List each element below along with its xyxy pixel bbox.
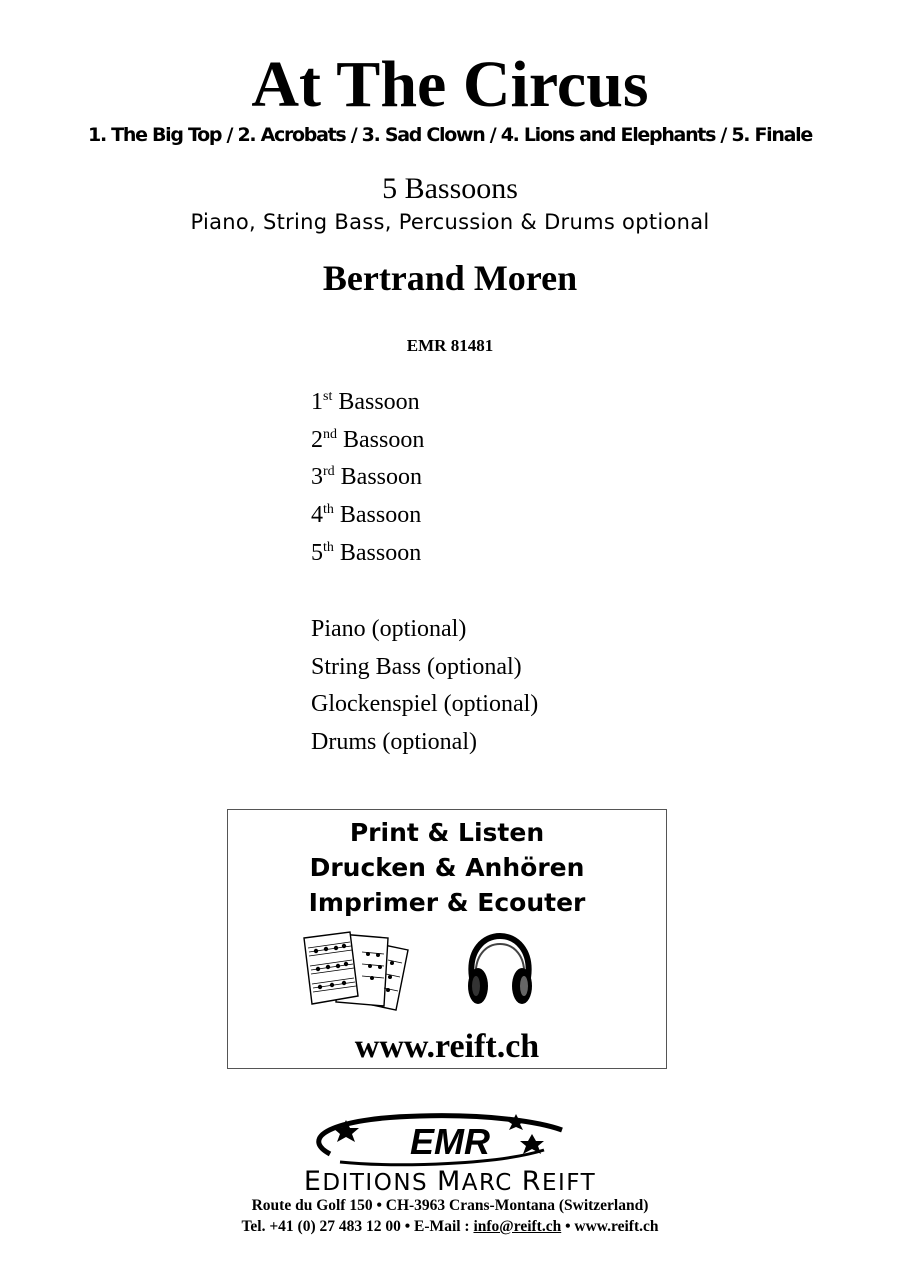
optional-part-item: Piano (optional): [311, 616, 467, 642]
publisher-name: EDITIONS MARC REIFT: [303, 1166, 597, 1197]
catalog-number: EMR 81481: [406, 336, 494, 355]
headphones-icon: [464, 932, 536, 1010]
email-link[interactable]: info@reift.ch: [473, 1218, 562, 1235]
emr-logo-text: EMR: [410, 1121, 490, 1162]
parts-list: [311, 384, 424, 572]
optional-parts-list: [311, 611, 538, 762]
emr-logo: [300, 1108, 600, 1168]
part-item: 2nd Bassoon: [311, 426, 425, 453]
print-listen-box: [227, 809, 667, 1069]
optional-part-item: Drums (optional): [311, 729, 477, 756]
movements-subtitle: 1. The Big Top / 2. Acrobats / 3. Sad Clown / 4. Lions and Elephants / 5. Finale: [88, 124, 812, 146]
sheet-music-icon: [300, 930, 410, 1012]
optional-part-item: String Bass (optional): [311, 653, 522, 680]
promo-line-english: Print & Listen: [349, 818, 545, 847]
part-item: 4th Bassoon: [311, 502, 422, 529]
optional-part-item: Glockenspiel (optional): [311, 691, 539, 718]
ensemble-label: 5 Bassoons: [382, 172, 518, 205]
promo-line-german: Drucken & Anhören: [309, 853, 585, 882]
part-item: 1st Bassoon: [311, 389, 420, 415]
composer-name: Bertrand Moren: [322, 258, 578, 298]
page-title: At The Circus: [251, 48, 649, 121]
part-item: 5th Bassoon: [311, 539, 422, 566]
publisher-address: Route du Golf 150 • CH-3963 Crans-Montana (Switzerland): [251, 1197, 649, 1214]
optional-instruments-label: Piano, String Bass, Percussion & Drums optional: [190, 210, 710, 234]
part-item: 3rd Bassoon: [311, 464, 423, 491]
website-link[interactable]: www.reift.ch: [354, 1028, 540, 1065]
publisher-contact: Tel. +41 (0) 27 483 12 00 • E-Mail : info@reift.ch • www.reift.ch: [241, 1218, 659, 1235]
promo-line-french: Imprimer & Ecouter: [308, 888, 586, 917]
